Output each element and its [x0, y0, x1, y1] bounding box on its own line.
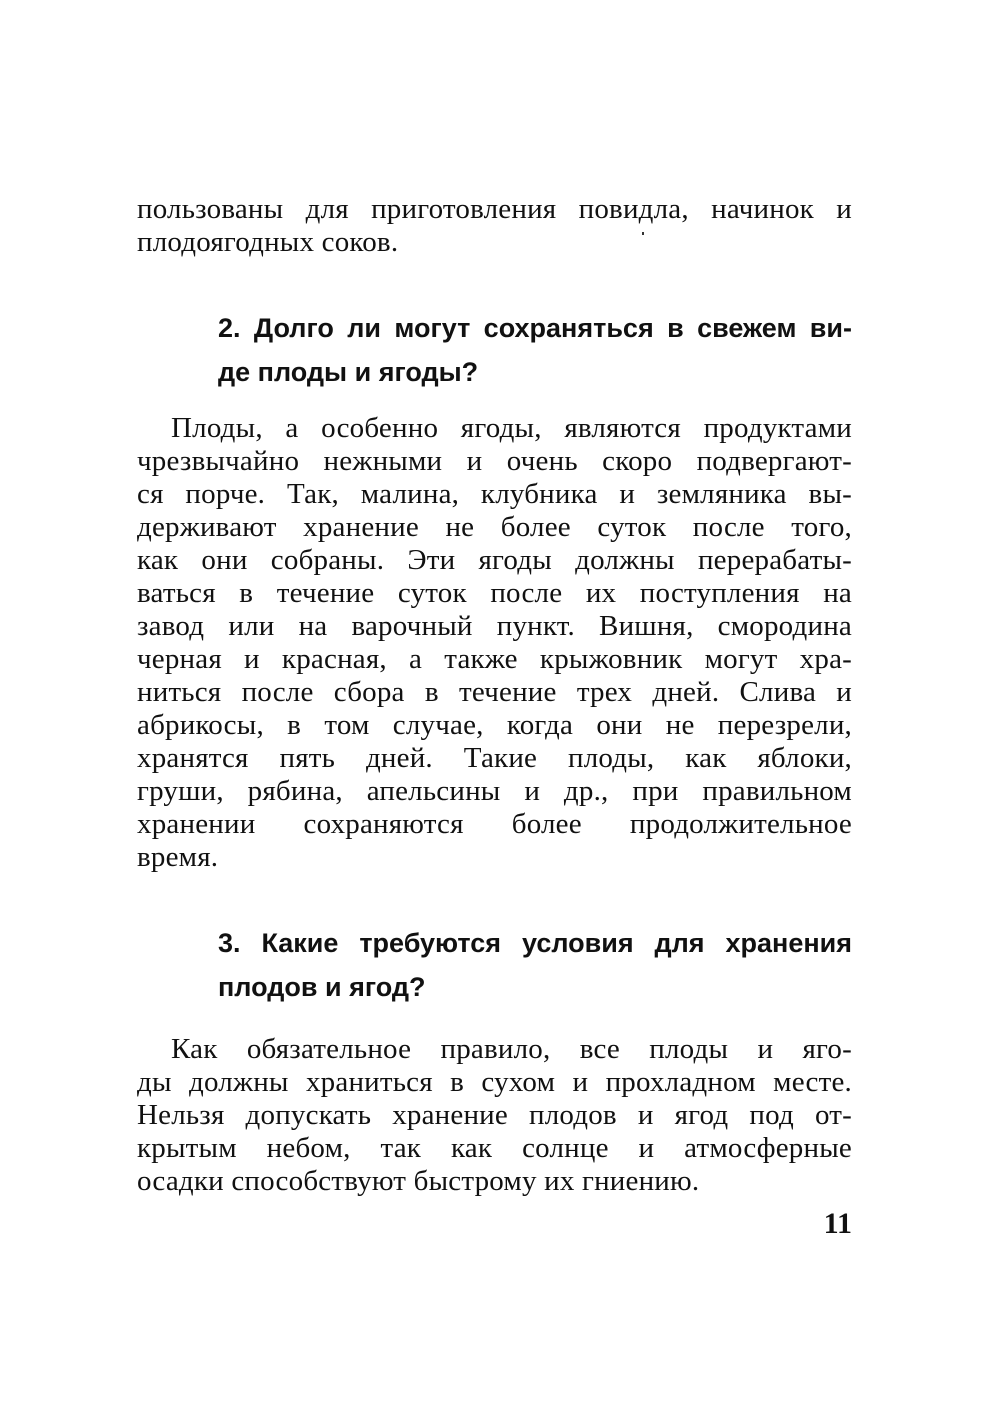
section-2-body-line: хранятся пять дней. Такие плоды, как яблоки,: [137, 742, 852, 774]
section-3-heading-line: плодов и ягод?: [218, 972, 426, 1002]
section-2-body-line: ваться в течение суток после их поступления на: [137, 577, 852, 609]
section-3-body-line: Нельзя допускать хранение плодов и ягод под от-: [137, 1099, 852, 1131]
section-3-heading-line: 3. Какие требуются условия для хранения: [218, 928, 852, 958]
section-3-body: [137, 1033, 852, 1198]
section-2-body-line: черная и красная, а также крыжовник могут хра-: [137, 643, 852, 675]
section-2-body-line: завод или на варочный пункт. Вишня, смородина: [137, 610, 852, 642]
section-2-body: [137, 412, 852, 874]
section-2-body-line: абрикосы, в том случае, когда они не перезрели,: [137, 709, 852, 741]
section-2-heading: [218, 306, 852, 394]
top-paragraph: [137, 193, 852, 259]
section-3-body-line: крытым небом, так как солнце и атмосферные: [137, 1132, 852, 1164]
section-2-heading-line: 2. Долго ли могут сохраняться в свежем ви-: [218, 313, 852, 343]
page-number: 11: [823, 1207, 852, 1240]
section-2-body-line: Плоды, а особенно ягоды, являются продуктами: [171, 412, 852, 444]
section-2-body-line: ниться после сбора в течение трех дней. Слива и: [137, 676, 852, 708]
section-2-body-line: ся порче. Так, малина, клубника и земляника вы-: [137, 478, 852, 510]
section-3-body-line: ды должны храниться в сухом и прохладном месте.: [137, 1066, 852, 1098]
section-3-heading: [218, 921, 852, 1009]
section-2-heading-line: де плоды и ягоды?: [218, 357, 479, 387]
section-3-body-line: Как обязательное правило, все плоды и яго-: [171, 1033, 852, 1065]
top-paragraph-line: плодоягодных соков.: [137, 226, 399, 258]
section-2-body-line: держивают хранение не более суток после того,: [137, 511, 852, 543]
section-2-body-line: время.: [137, 841, 219, 873]
section-2-body-line: хранении сохраняются более продолжительное: [137, 808, 852, 840]
section-2-body-line: чрезвычайно нежными и очень скоро подвергают-: [137, 445, 852, 477]
section-2-body-line: груши, рябина, апельсины и др., при правильном: [137, 775, 852, 807]
section-2-body-line: как они собраны. Эти ягоды должны перерабаты-: [137, 544, 852, 576]
top-paragraph-line: пользованы для приготовления повидла, начинок и: [137, 193, 852, 225]
section-3-body-line: осадки способствуют быстрому их гниению.: [137, 1165, 700, 1197]
